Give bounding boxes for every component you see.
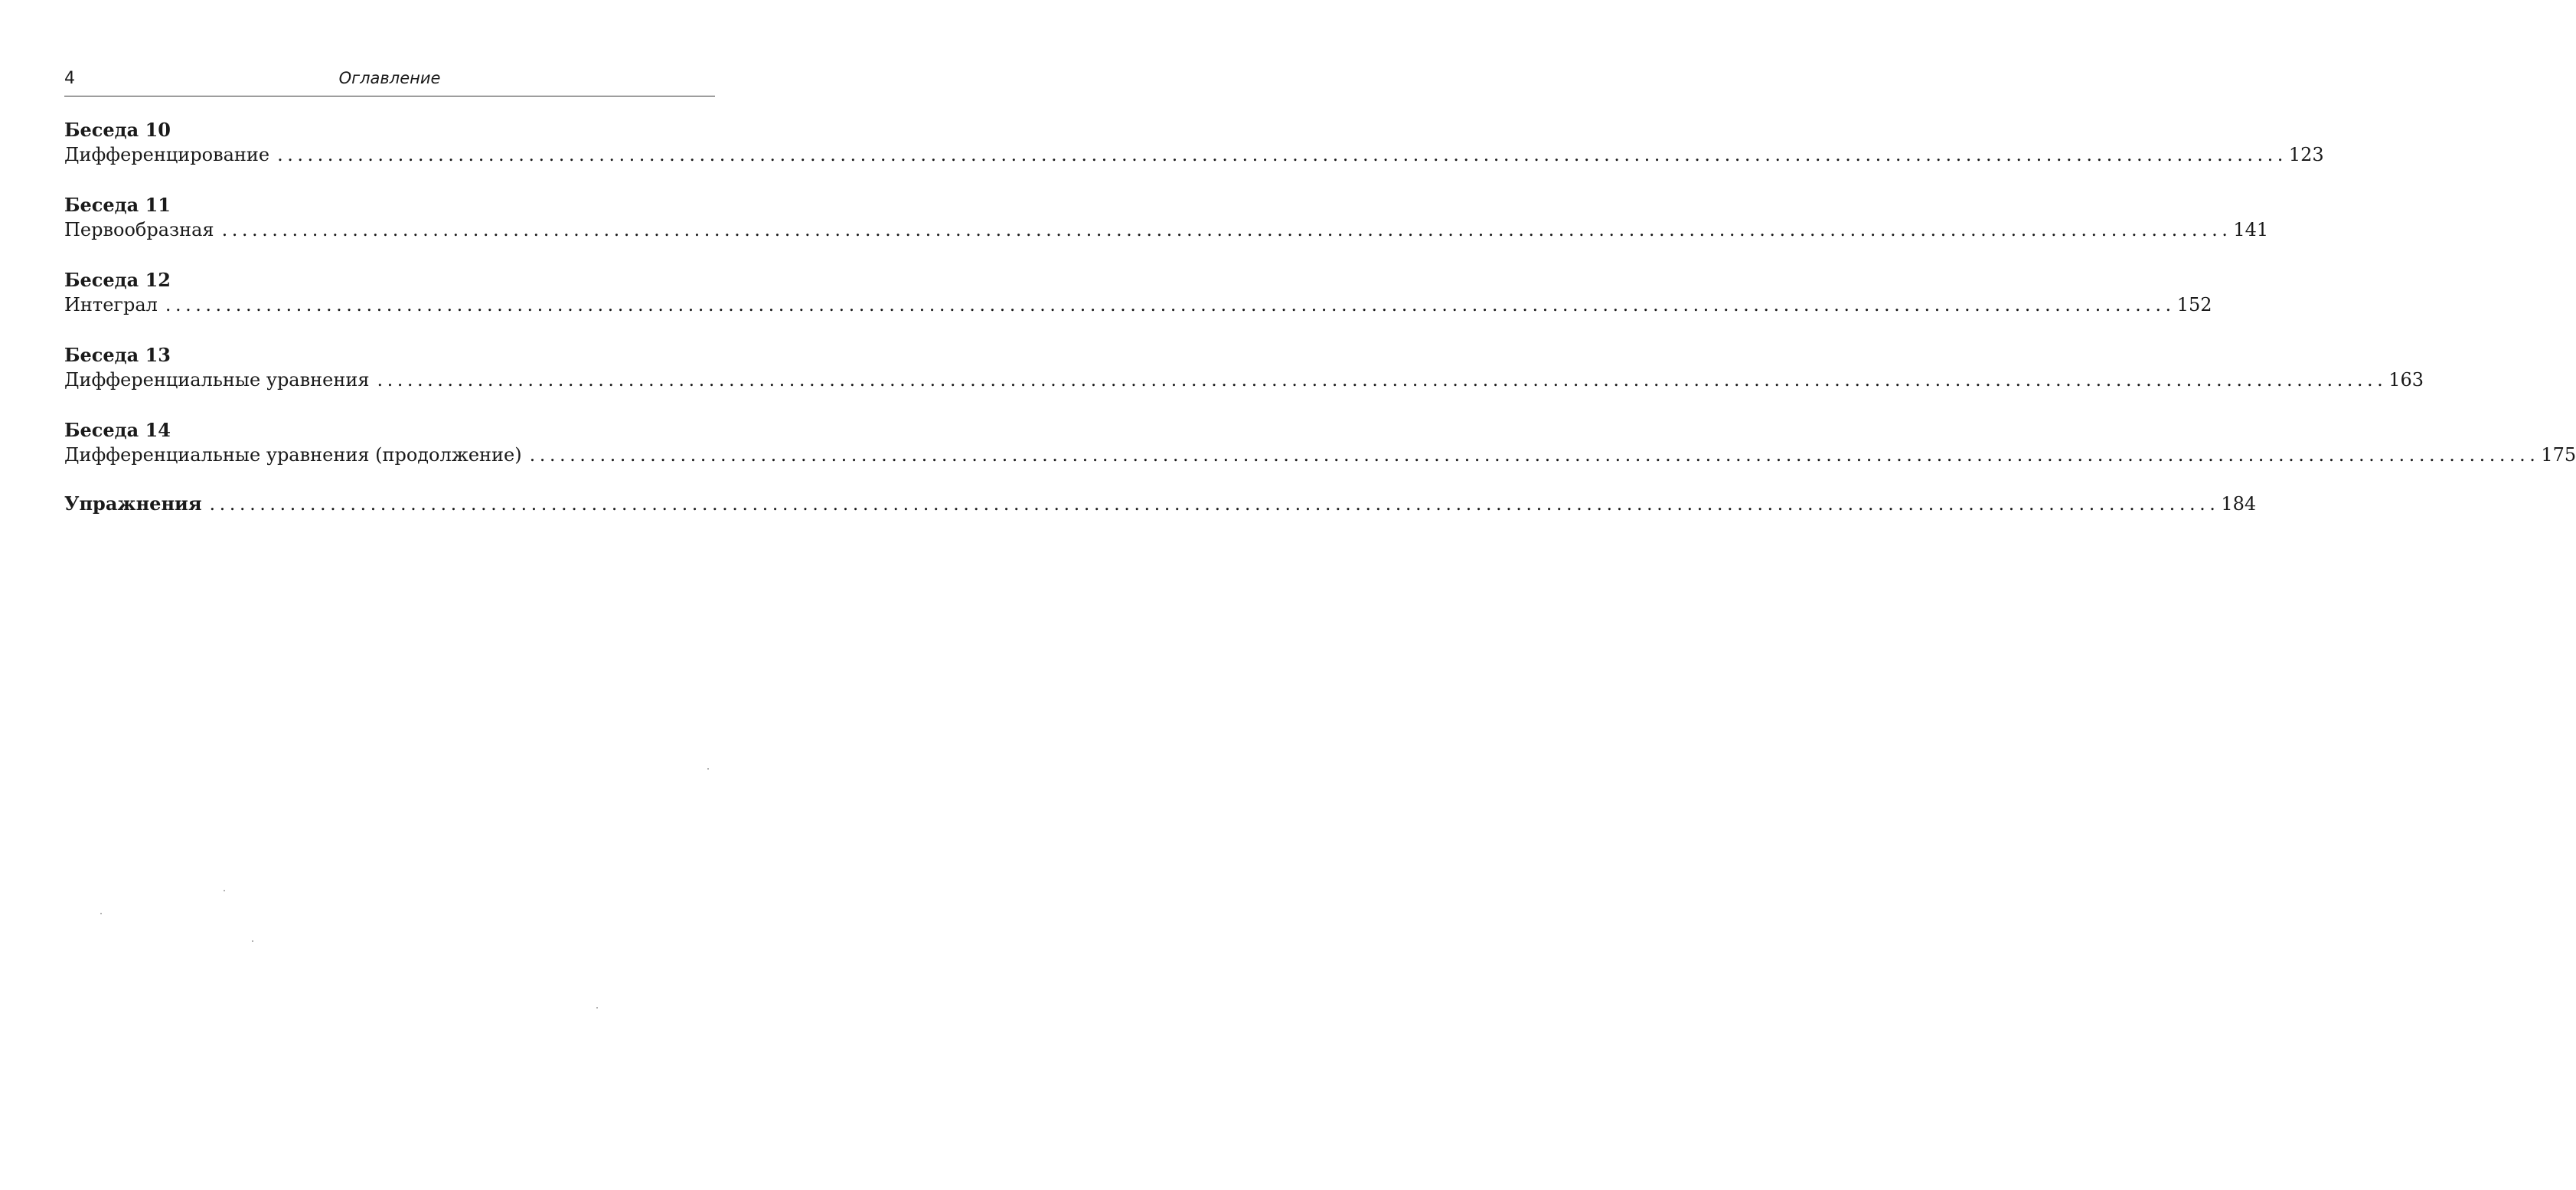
toc-entry-heading: Беседа 12 <box>64 269 171 291</box>
toc-entry-line[interactable] <box>64 217 2269 242</box>
dot-leader: ........................................................................................................................................................................................................ <box>165 294 2176 315</box>
toc-entry-exercises[interactable] <box>64 492 2257 516</box>
toc-entry-10 <box>64 118 2324 167</box>
toc-entry-title: Упражнения <box>64 492 202 515</box>
toc-entry-title: Дифференцирование <box>64 144 270 165</box>
toc-entry-page: 141 <box>2233 219 2269 240</box>
toc-entry-page: 123 <box>2288 144 2324 165</box>
page-number: 4 <box>64 69 75 88</box>
table-of-contents <box>64 118 2576 516</box>
toc-entry-title: Интеграл <box>64 294 158 315</box>
toc-entry-page: 175 <box>2541 444 2576 466</box>
toc-entry-line[interactable] <box>64 368 2424 392</box>
running-title: Оглавление <box>338 69 441 87</box>
scan-speck <box>100 913 102 914</box>
dot-leader: ........................................................................................................................................................................................................ <box>377 369 2388 391</box>
toc-entry-title: Дифференциальные уравнения <box>64 369 370 391</box>
toc-entry-title: Дифференциальные уравнения (продолжение) <box>64 444 522 466</box>
toc-entry-page: 163 <box>2388 369 2424 391</box>
toc-entry-line[interactable] <box>64 443 2576 467</box>
dot-leader: ........................................................................................................................................................................................................ <box>277 144 2287 165</box>
scan-speck <box>707 768 709 770</box>
toc-entry-heading: Беседа 11 <box>64 194 171 216</box>
toc-entry-11 <box>64 193 2269 242</box>
toc-entry-heading: Беседа 10 <box>64 119 171 141</box>
scan-speck <box>224 890 225 891</box>
dot-leader: ........................................................................................................................................................................................................ <box>209 493 2220 515</box>
toc-entry-line[interactable] <box>64 293 2212 317</box>
dot-leader: ........................................................................................................................................................................................................ <box>529 444 2540 466</box>
toc-entry-13 <box>64 343 2424 392</box>
toc-entry-14 <box>64 418 2576 467</box>
toc-entry-heading: Беседа 14 <box>64 419 171 441</box>
scan-speck <box>252 940 253 942</box>
toc-entry-page: 184 <box>2221 493 2257 515</box>
running-head <box>64 66 715 92</box>
toc-entry-12 <box>64 268 2212 317</box>
toc-entry-title: Первообразная <box>64 219 214 240</box>
toc-entry-line[interactable] <box>64 142 2324 167</box>
dot-leader: ........................................................................................................................................................................................................ <box>221 219 2232 240</box>
toc-entry-page: 152 <box>2176 294 2212 315</box>
scan-speck <box>596 1007 598 1009</box>
toc-entry-heading: Беседа 13 <box>64 344 171 366</box>
